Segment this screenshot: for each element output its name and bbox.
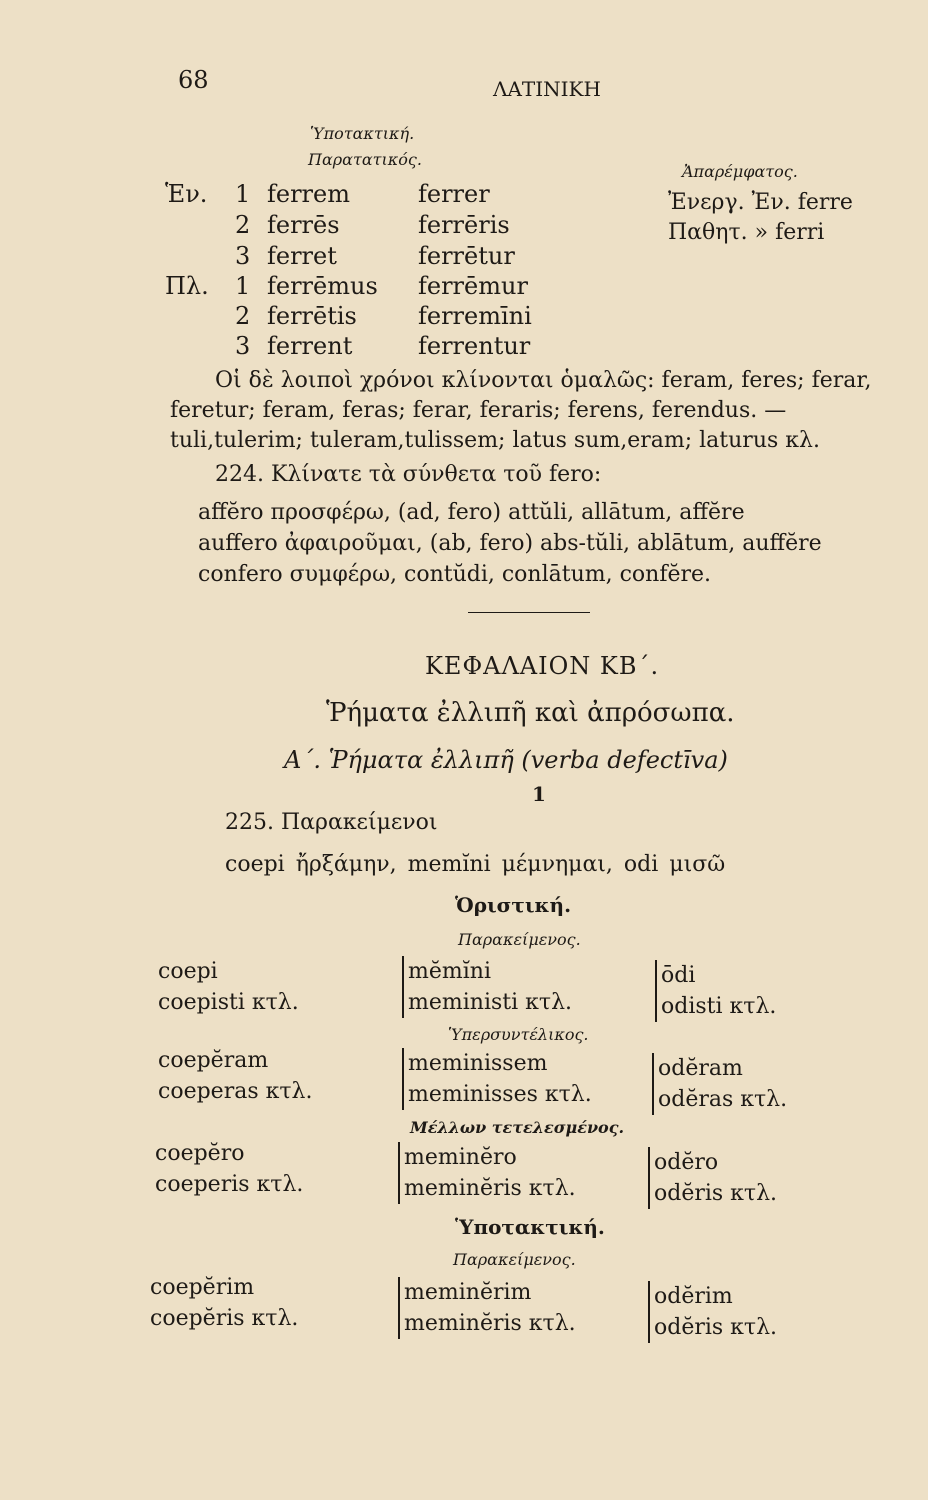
form: coepĕris κτλ. <box>150 1306 299 1331</box>
compound-verb-line: affĕro προσφέρω, (ad, fero) attŭli, allātum, affĕre <box>198 500 745 525</box>
form: odĕro <box>654 1150 719 1175</box>
form: coeperas κτλ. <box>158 1079 313 1104</box>
conjugation-row-num: 1 <box>235 272 251 300</box>
odi-forms <box>648 1281 777 1343</box>
conjugation-active-form: ferret <box>267 242 337 270</box>
memini-forms <box>402 956 572 1018</box>
form: coepĕrim <box>150 1275 255 1300</box>
conjugation-passive-form: ferrer <box>418 180 490 208</box>
form: meminissem <box>408 1051 548 1076</box>
form: coepĕram <box>158 1048 269 1073</box>
form: coepisti κτλ. <box>158 990 299 1015</box>
coepi-forms <box>150 1272 298 1334</box>
form: odĕram <box>658 1056 743 1081</box>
conjugation-active-form: ferrēmus <box>267 272 378 300</box>
form: coepĕro <box>155 1141 245 1166</box>
form: meminĕro <box>404 1145 517 1170</box>
paragraph-line: Οἱ δὲ λοιποὶ χρόνοι κλίνονται ὁμαλῶς: feram, feres; ferar, <box>215 368 872 393</box>
form: odisti κτλ. <box>661 994 777 1019</box>
conjugation-row-num: 1 <box>235 180 251 208</box>
coepi-forms <box>158 1045 312 1107</box>
chapter-subtitle: Ῥήματα ἐλλιπῆ καὶ ἀπρόσωπα. <box>326 698 735 728</box>
infinitive-heading: Ἀπαρέμφατος. <box>682 162 798 181</box>
conjugation-row-num: 3 <box>235 242 251 270</box>
odi-forms <box>648 1147 777 1209</box>
conjugation-active-form: ferrētis <box>267 302 357 330</box>
compound-verb-line: auffero ἀφαιροῦμαι, (ab, fero) abs-tŭli, ablātum, auffĕre <box>198 531 822 556</box>
odi-forms <box>652 1053 787 1115</box>
form: ōdi <box>661 963 696 988</box>
conjugation-active-form: ferrent <box>267 332 353 360</box>
chapter-title: ΚΕΦΑΛΑΙΟΝ ΚΒ΄. <box>425 652 660 680</box>
form: odĕris κτλ. <box>654 1315 778 1340</box>
conjugation-passive-form: ferrētur <box>418 242 515 270</box>
compound-verb-line: confero συμφέρω, contŭdi, conlātum, confĕre. <box>198 562 712 587</box>
form: mĕmĭni <box>408 959 491 984</box>
form: meminisses κτλ. <box>408 1082 592 1107</box>
form: meministi κτλ. <box>408 990 573 1015</box>
form: coepi <box>158 959 218 984</box>
tense-label: Παρακείμενος. <box>458 930 581 949</box>
coepi-forms <box>158 956 299 1018</box>
infinitive-passive: Παθητ. » ferri <box>668 220 825 245</box>
subjunctive-heading: Ὑποτακτική. <box>310 124 415 143</box>
imperfect-subheading: Παρατατικός. <box>308 150 422 169</box>
paragraph-line: feretur; feram, feras; ferar, feraris; ferens, ferendus. — <box>170 398 787 423</box>
tense-label: Ὑπερσυντέλικος. <box>448 1025 589 1044</box>
form: meminĕris κτλ. <box>404 1311 576 1336</box>
form: meminĕrim <box>404 1280 532 1305</box>
page-number: 68 <box>178 66 209 94</box>
section-number: 1 <box>532 782 546 806</box>
plural-label: Πλ. <box>165 272 209 300</box>
conjugation-row-num: 2 <box>235 302 251 330</box>
tense-label: Παρακείμενος. <box>453 1250 576 1269</box>
conjugation-row-num: 3 <box>235 332 251 360</box>
conjugation-active-form: ferrēs <box>267 211 340 239</box>
conjugation-passive-form: ferremīni <box>418 302 532 330</box>
odi-forms <box>655 960 776 1022</box>
section-heading: Α΄. Ῥήματα ἐλλιπῆ (verba defectīva) <box>284 746 728 774</box>
conjugation-active-form: ferrem <box>267 180 350 208</box>
indicative-heading: Ὁριστική. <box>455 893 572 917</box>
subjunctive-section-heading: Ὑποτακτική. <box>455 1215 605 1239</box>
section-224-intro: 224. Κλίνατε τὰ σύνθετα τοῦ fero: <box>215 462 602 487</box>
conjugation-row-num: 2 <box>235 211 251 239</box>
form: odĕras κτλ. <box>658 1087 788 1112</box>
form: odĕris κτλ. <box>654 1181 778 1206</box>
memini-forms <box>398 1277 576 1339</box>
running-title: ΛΑΤΙΝΙΚΗ <box>493 77 601 101</box>
infinitive-active: Ἐνεργ. Ἐν. ferre <box>668 190 853 215</box>
form: odĕrim <box>654 1284 733 1309</box>
paragraph-line: tuli,tulerim; tuleram,tulissem; latus sum,eram; laturus κλ. <box>170 428 820 453</box>
section-225-intro: 225. Παρακείμενοι <box>225 810 438 835</box>
conjugation-passive-form: ferrentur <box>418 332 531 360</box>
memini-forms <box>398 1142 576 1204</box>
form: meminĕris κτλ. <box>404 1176 576 1201</box>
tense-label: Μέλλων τετελεσμένος. <box>410 1118 625 1137</box>
form: coeperis κτλ. <box>155 1172 304 1197</box>
conjugation-passive-form: ferrēris <box>418 211 510 239</box>
memini-forms <box>402 1048 592 1110</box>
divider-rule <box>468 612 590 613</box>
singular-label: Ἑν. <box>165 180 208 208</box>
conjugation-passive-form: ferrēmur <box>418 272 528 300</box>
defective-verbs-line: coepi ἤρξάμην, memĭni μέμνημαι, odi μισῶ <box>225 852 726 877</box>
coepi-forms <box>155 1138 303 1200</box>
